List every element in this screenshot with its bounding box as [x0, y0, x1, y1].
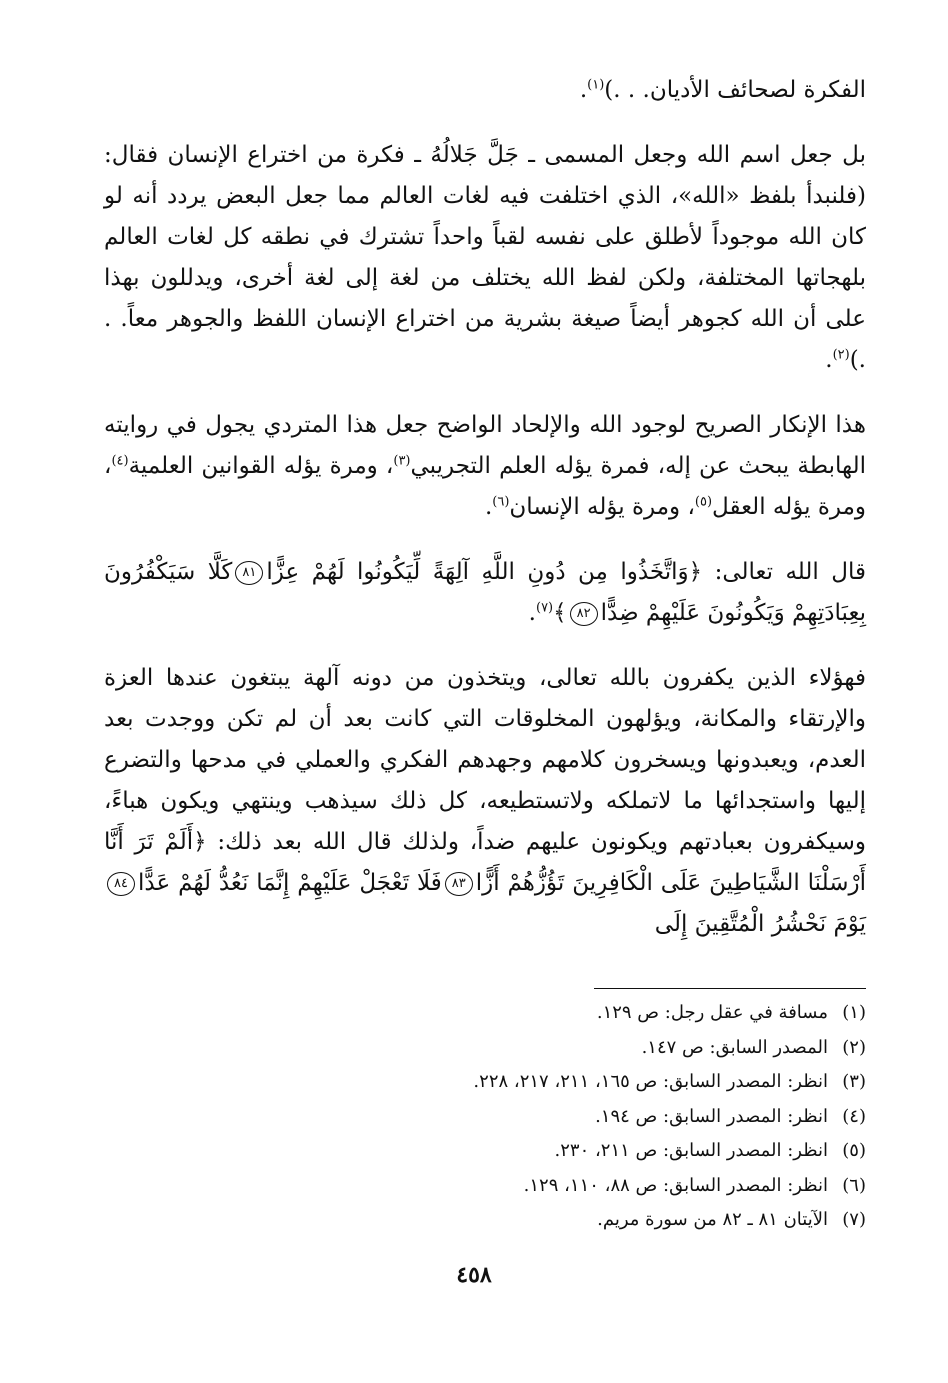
footnote-ref: (٧) [535, 600, 554, 616]
paragraph-text: بل جعل اسم الله وجعل المسمى ـ جَلَّ جَلالُهُ ـ فكرة من اختراع الإنسان فقال: (فلنبدأ بلفظ «الله»، الذي اختلفت فيه لغات العالم مما جعل البعض يردد أنه لو كان الله موجوداً لأطلق على نفسه لقباً واحداً تشترك في نطقه كل لغات العالم بلهجاتها المختلفة، ولكن لفظ الله يختلف من لغة إلى لغة أخرى، ويدللون بهذا على أن الله كجوهر أيضاً صيغة بشرية من اختراع الإنسان اللفظ والجوهر معاً. . .) [104, 142, 866, 373]
footnote-number: (٢) [842, 1036, 866, 1058]
ayah-number-84: ٨٤ [107, 872, 135, 896]
footnote-text: انظر: المصدر السابق: ص ٨٨، ١١٠، ١٢٩. [523, 1174, 828, 1196]
footnote-ref: (٤) [111, 453, 129, 469]
paragraph-text: قال الله تعالى: ﴿وَاتَّخَذُوا مِن دُونِ اللَّهِ آلِهَةً لِّيَكُونُوا لَهُمْ عِزًّا [266, 559, 866, 585]
ayah-number-81: ٨١ [235, 561, 263, 585]
footnote-1 [104, 996, 866, 1031]
footnote-text: المصدر السابق: ص ١٤٧. [641, 1036, 828, 1058]
paragraph-1 [104, 70, 866, 111]
paragraph-text: ، ومرة يؤله القوانين العلمية [128, 453, 394, 479]
footnote-number: (٤) [842, 1105, 866, 1127]
footnote-ref: (٥) [694, 494, 713, 510]
quran-bracket: ﴾ [553, 600, 567, 626]
footnote-4 [104, 1100, 866, 1135]
footnote-divider [594, 988, 866, 989]
footnote-text: انظر: المصدر السابق: ص ٢١١، ٢٣٠. [554, 1140, 828, 1161]
paragraph-text: ، ومرة يؤله الإنسان [509, 494, 695, 520]
ayah-number-83: ٨٣ [445, 872, 473, 896]
quran-text: فَلَا تَعْجَلْ عَلَيْهِمْ إِنَّمَا نَعُدُّ لَهُمْ عَدًّا [138, 870, 442, 896]
footnote-ref: (٣) [393, 453, 411, 469]
footnote-number: (٧) [842, 1209, 866, 1230]
period: . [825, 347, 833, 373]
period: . [579, 77, 588, 103]
footnote-7 [104, 1203, 866, 1238]
page-number: ٤٥٨ [456, 1262, 492, 1288]
paragraph-2 [104, 135, 866, 381]
quran-text: كَلَّا سَيَكْفُرُونَ بِعِبَادَتِهِمْ وَيَكُونُونَ عَلَيْهِمْ ضِدًّا [104, 559, 866, 626]
footnote-ref: (٢) [832, 347, 850, 363]
footnote-text: مسافة في عقل رجل: ص ١٢٩. [596, 1002, 828, 1023]
footnote-number: (١) [842, 1002, 866, 1023]
page-body [104, 70, 866, 945]
footnote-text: الآيتان ٨١ ـ ٨٢ من سورة مريم. [597, 1209, 828, 1230]
period: . [484, 494, 493, 520]
paragraph-text: الفكرة لصحائف الأديان. . .) [604, 77, 866, 103]
footnote-number: (٦) [842, 1174, 866, 1196]
footnote-number: (٥) [842, 1140, 866, 1161]
ayah-number-82: ٨٢ [570, 602, 598, 626]
paragraph-5 [104, 658, 866, 945]
footnote-text: انظر: المصدر السابق: ص ١٦٥، ٢١١، ٢١٧، ٢٢٨. [473, 1071, 828, 1092]
footnotes [104, 996, 866, 1238]
footnote-6 [104, 1169, 866, 1204]
footnote-number: (٣) [842, 1071, 866, 1092]
footnote-ref: (٦) [492, 494, 510, 510]
period: . [528, 600, 536, 626]
paragraph-quran-quote [104, 552, 866, 634]
footnote-text: انظر: المصدر السابق: ص ١٩٤. [595, 1105, 828, 1127]
paragraph-3 [104, 405, 866, 528]
footnote-3 [104, 1065, 866, 1100]
footnote-ref: (١) [587, 77, 605, 93]
paragraph-text: فهؤلاء الذين يكفرون بالله تعالى، ويتخذون من دونه آلهة يبتغون عندها العزة والإرتقاء والمكانة، ويؤلهون المخلوقات التي كانت بعد أن لم تكن ووجدت بعد العدم، ويعبدونها ويسخرون كلامهم وجهدهم الفكري والعملي في مدحها والتضرع إليها واستجدائها ما لاتملكه ولاتستطيعه، كل ذلك سيذهب وينتهي ويكون هباءً، وسيكفرون بعبادتهم ويكونون عليهم ضداً، ولذلك قال الله بعد ذلك: ﴿أَلَمْ تَرَ أَنَّا أَرْسَلْنَا الشَّيَاطِينَ عَلَى الْكَافِرِينَ تَؤُزُّهُمْ أَزًّا [104, 665, 866, 896]
paragraph-text: ، ومرة يؤله العقل [104, 453, 866, 520]
paragraph-text: هذا الإنكار الصريح لوجود الله والإلحاد الواضح جعل هذا المتردي يجول في روايته الهابطة يبحث عن إله، فمرة يؤله العلم التجريبي [104, 412, 866, 479]
quran-text: يَوْمَ نَحْشُرُ الْمُتَّقِينَ إِلَى [654, 911, 866, 937]
footnote-2 [104, 1031, 866, 1066]
footnote-5 [104, 1134, 866, 1169]
